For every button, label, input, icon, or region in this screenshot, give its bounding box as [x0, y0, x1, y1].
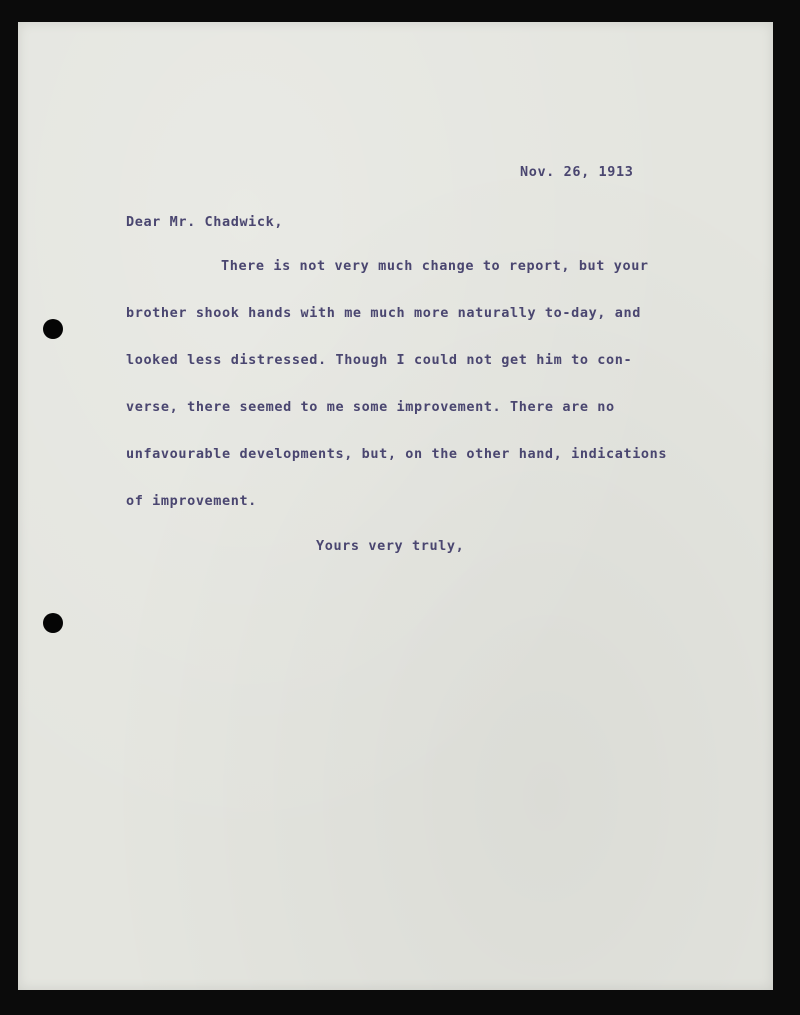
body-line: looked less distressed. Though I could not get him to con- [126, 352, 633, 368]
body-line: unfavourable developments, but, on the other hand, indications [126, 446, 668, 462]
letter-date: Nov. 26, 1913 [520, 164, 634, 180]
body-line: There is not very much change to report, but your [221, 258, 649, 274]
letter-page [18, 22, 773, 990]
body-line: of improvement. [126, 493, 257, 509]
salutation: Dear Mr. Chadwick, [126, 214, 284, 230]
body-line: brother shook hands with me much more naturally to-day, and [126, 305, 641, 321]
closing: Yours very truly, [316, 538, 465, 554]
punch-hole [43, 319, 63, 339]
body-line: verse, there seemed to me some improvement. There are no [126, 399, 615, 415]
punch-hole [43, 613, 63, 633]
